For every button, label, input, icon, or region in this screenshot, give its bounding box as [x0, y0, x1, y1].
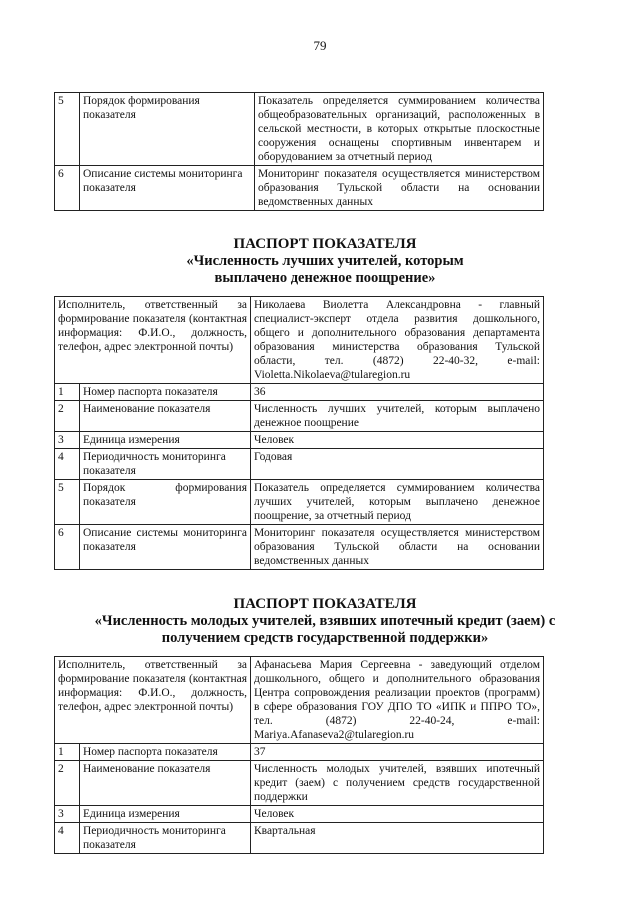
passport-title: ПАСПОРТ ПОКАЗАТЕЛЯ	[233, 236, 417, 252]
row-label: Описание системы мониторинга показателя	[80, 525, 251, 570]
passport-subtitle: «Численность лучших учителей, которым выплачено денежное поощрение»	[186, 253, 464, 286]
table-row	[55, 166, 544, 211]
passport-subtitle: «Численность молодых учителей, взявших ипотечный кредит (заем) с получением средств государственной поддержки»	[94, 613, 556, 646]
row-number: 5	[55, 93, 80, 166]
table-row	[55, 525, 544, 570]
row-value: Мониторинг показателя осуществляется министерством образования Тульской области на основании ведомственных данных	[251, 525, 544, 570]
top-table	[54, 92, 544, 211]
row-label: Описание системы мониторинга показателя	[80, 166, 255, 211]
row-label: Номер паспорта показателя	[80, 384, 251, 401]
row-value: 37	[251, 744, 544, 761]
row-label: Порядок формирования показателя	[80, 480, 251, 525]
row-value: Годовая	[251, 449, 544, 480]
table-row	[55, 761, 544, 806]
executor-label: Исполнитель, ответственный за формирование показателя (контактная информация: Ф.И.О., должность, телефон, адрес электронной почты)	[55, 297, 251, 384]
row-label: Периодичность мониторинга показателя	[80, 449, 251, 480]
row-number: 3	[55, 806, 80, 823]
row-value: Человек	[251, 432, 544, 449]
table-row	[55, 744, 544, 761]
passport-table-1	[54, 296, 544, 570]
table-row	[55, 480, 544, 525]
row-value: Показатель определяется суммированием количества лучших учителей, которым выплачено денежное поощрение, за отчетный период	[251, 480, 544, 525]
row-label: Единица измерения	[80, 806, 251, 823]
page-number: 79	[313, 38, 327, 53]
row-number: 1	[55, 384, 80, 401]
row-value: Квартальная	[251, 823, 544, 854]
passport-heading-1	[40, 236, 610, 287]
table-row	[55, 93, 544, 166]
passport-heading-2	[40, 596, 610, 647]
row-number: 4	[55, 823, 80, 854]
row-label: Порядок формирования показателя	[80, 93, 255, 166]
row-value: Показатель определяется суммированием количества общеобразовательных организаций, расположенных в сельской местности, в которых открытые плоскостные сооружения оснащены спортивным инвентарем и оборудованием за отчетный период	[255, 93, 544, 166]
passport-table-2	[54, 656, 544, 854]
table-row	[55, 384, 544, 401]
row-number: 1	[55, 744, 80, 761]
table-row	[55, 823, 544, 854]
row-value: Человек	[251, 806, 544, 823]
table-row	[55, 449, 544, 480]
row-label: Наименование показателя	[80, 401, 251, 432]
row-label: Номер паспорта показателя	[80, 744, 251, 761]
row-number: 2	[55, 401, 80, 432]
row-label: Наименование показателя	[80, 761, 251, 806]
row-label: Периодичность мониторинга показателя	[80, 823, 251, 854]
row-label: Единица измерения	[80, 432, 251, 449]
table-row	[55, 806, 544, 823]
table-row	[55, 297, 544, 384]
executor-value: Афанасьева Мария Сергеевна - заведующий отделом дошкольного, общего и дополнительного образования Центра сопровождения реализации проектов (программ) в сфере образования ГОУ ДПО ТО «ИПК и ППРО ТО», тел. (4872) 22-40-24, e-mail: Mariya.Afanaseva2@tularegion.ru	[251, 657, 544, 744]
row-value: 36	[251, 384, 544, 401]
table-row	[55, 432, 544, 449]
row-value: Численность молодых учителей, взявших ипотечный кредит (заем) с получением средств государственной поддержки	[251, 761, 544, 806]
table-row	[55, 657, 544, 744]
passport-title: ПАСПОРТ ПОКАЗАТЕЛЯ	[233, 596, 417, 612]
row-value: Численность лучших учителей, которым выплачено денежное поощрение	[251, 401, 544, 432]
row-number: 6	[55, 525, 80, 570]
executor-label: Исполнитель, ответственный за формирование показателя (контактная информация: Ф.И.О., должность, телефон, адрес электронной почты)	[55, 657, 251, 744]
table-row	[55, 401, 544, 432]
row-number: 5	[55, 480, 80, 525]
row-number: 3	[55, 432, 80, 449]
row-number: 2	[55, 761, 80, 806]
row-number: 6	[55, 166, 80, 211]
executor-value: Николаева Виолетта Александровна - главный специалист-эксперт отдела развития дошкольного, общего и дополнительного образования департамента образования министерства образования Тульской области, тел. (4872) 22-40-32, e-mail: Violetta.Nikolaeva@tularegion.ru	[251, 297, 544, 384]
row-number: 4	[55, 449, 80, 480]
row-value: Мониторинг показателя осуществляется министерством образования Тульской области на основании ведомственных данных	[255, 166, 544, 211]
